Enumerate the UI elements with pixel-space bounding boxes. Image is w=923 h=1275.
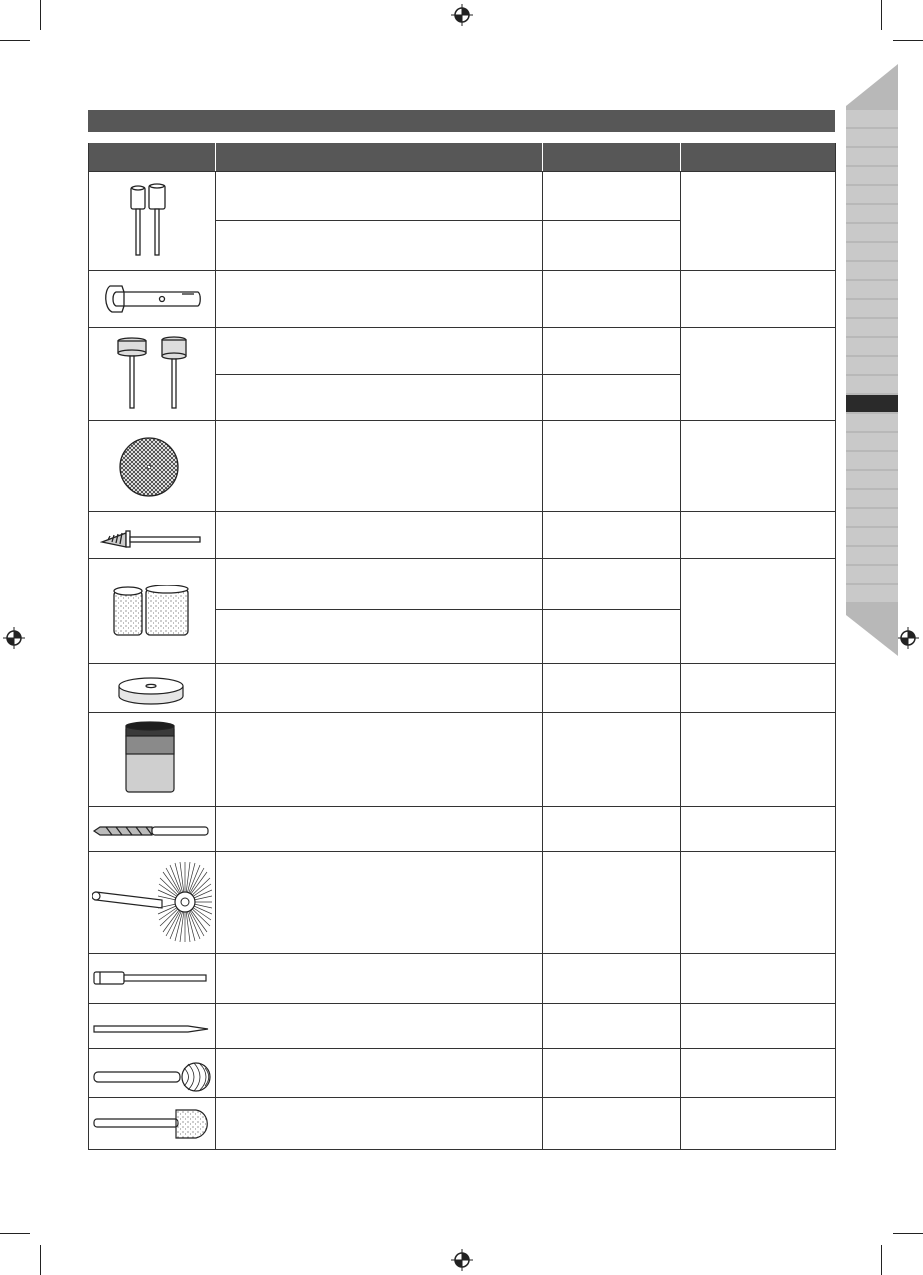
polishing-wheel-icon <box>116 676 186 706</box>
chapter-tab <box>846 224 898 241</box>
chapter-tab <box>846 129 898 146</box>
screw-mandrel-icon <box>100 527 202 549</box>
rotary-burr-icon <box>92 1060 214 1094</box>
wire-brush-icon <box>92 860 212 944</box>
chapter-tab <box>846 281 898 298</box>
chapter-tab <box>846 528 898 545</box>
chapter-tab <box>846 148 898 165</box>
chapter-tab <box>846 547 898 564</box>
chapter-tab <box>846 490 898 507</box>
chapter-tab <box>846 357 898 374</box>
cutting-disc-icon <box>118 436 180 498</box>
sanding-drum-icon <box>128 183 172 259</box>
chapter-tab <box>846 376 898 393</box>
chapter-tab <box>846 452 898 469</box>
chapter-tab <box>846 471 898 488</box>
chapter-tab <box>846 433 898 450</box>
chapter-tab-active <box>846 395 898 412</box>
chapter-tab <box>846 566 898 583</box>
spanner-icon <box>102 282 202 316</box>
mandrel-icon <box>90 970 208 986</box>
chapter-tab <box>846 110 898 127</box>
chapter-tab <box>846 509 898 526</box>
grinding-point-icon <box>92 1106 214 1142</box>
chapter-tab <box>846 167 898 184</box>
chapter-tab <box>846 262 898 279</box>
chapter-tab <box>846 300 898 317</box>
chapter-tab <box>846 338 898 355</box>
chapter-tab <box>846 205 898 222</box>
grinding-stone-icon <box>112 335 192 411</box>
chapter-tab <box>846 243 898 260</box>
drill-bit-icon <box>92 823 210 839</box>
engraving-bit-icon <box>92 1022 210 1036</box>
chapter-tab <box>846 319 898 336</box>
polishing-compound-icon <box>122 720 178 796</box>
chapter-tab <box>846 585 898 602</box>
chapter-tab <box>846 414 898 431</box>
chapter-tab <box>846 186 898 203</box>
sanding-band-icon <box>110 585 190 639</box>
